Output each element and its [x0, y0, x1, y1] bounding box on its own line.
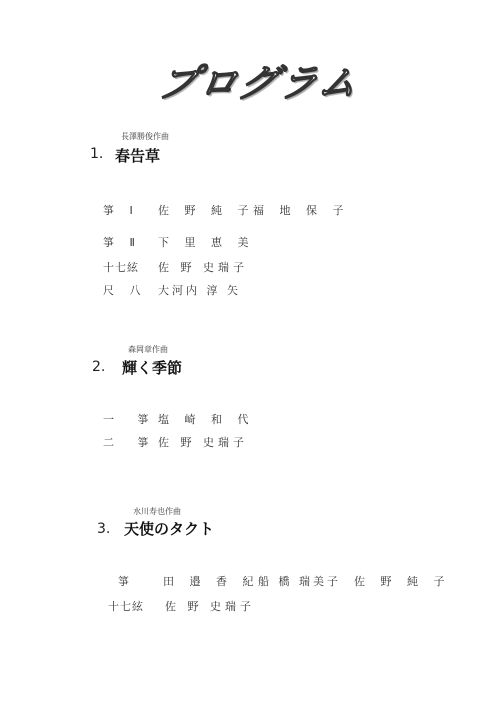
performer-name: 塩 崎 和 代 [158, 413, 255, 426]
performer-name: 大河内 淳 矢 [158, 284, 241, 297]
composer-credit: 水川寿也作曲 [133, 507, 181, 516]
program-title: 春告草 [115, 147, 161, 165]
performer-name: 佐 野 史瑞子 [165, 600, 255, 613]
performer-row [103, 411, 383, 425]
program-number: 3. [97, 521, 111, 537]
instrument-label: 二 箏 [103, 436, 159, 449]
performer-row [103, 202, 383, 216]
performer-name: 佐 野 史瑞子 [158, 261, 248, 274]
performer-row [103, 282, 383, 296]
program-title: 輝く季節 [122, 359, 183, 377]
instrument-label: 十七絃 [108, 600, 144, 613]
instrument-label: 箏 Ⅰ [103, 204, 139, 217]
performer-name: 佐 野 純 子 [354, 575, 451, 588]
performer-name: 佐 野 史瑞子 [158, 436, 248, 449]
performer-name: 下 里 恵 美 [158, 236, 255, 249]
program-number: 1. [90, 146, 104, 162]
instrument-label: 一 箏 [103, 413, 159, 426]
instrument-label: 尺 八 [103, 284, 147, 297]
instrument-label: 十七絃 [103, 261, 139, 274]
performer-name: 船 橋 瑞美子 [258, 575, 341, 588]
performer-row [118, 573, 458, 587]
performer-name: 田 邉 香 紀 [163, 575, 260, 588]
composer-credit: 森岡章作曲 [128, 345, 168, 354]
instrument-label: 箏 Ⅱ [103, 236, 141, 249]
performer-row [103, 434, 383, 448]
performer-name: 佐 野 純 子 [158, 204, 255, 217]
program-number: 2. [92, 359, 106, 375]
page-title: プログラム [154, 61, 364, 105]
performer-row [103, 259, 383, 273]
instrument-label: 箏 [118, 575, 135, 588]
program-title: 天使のタクト [124, 520, 215, 538]
performer-row [103, 234, 383, 248]
composer-credit: 長澤勝俊作曲 [121, 132, 169, 141]
performer-row [108, 598, 388, 612]
performer-name: 福 地 保 子 [253, 204, 350, 217]
